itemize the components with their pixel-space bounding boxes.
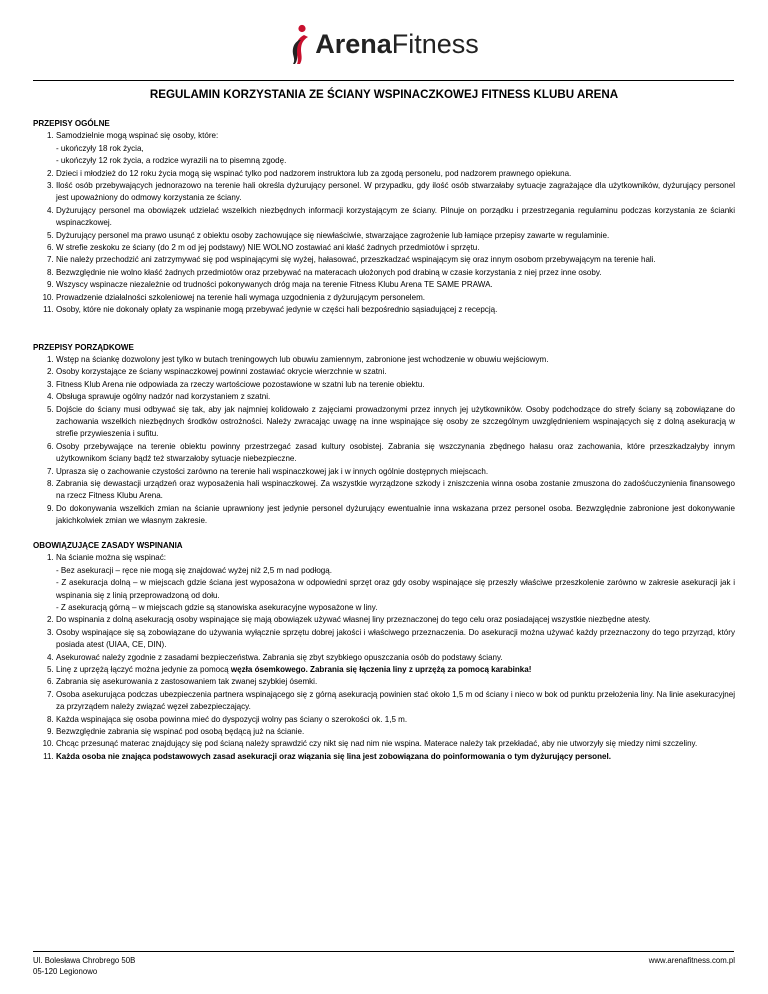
rule-text: Asekurować należy zgodnie z zasadami bezpieczeństwa. Zabrania się zbyt szybkiego opuszczania osób do podstawy ściany.: [56, 652, 503, 662]
rule-text: Dzieci i młodzież do 12 roku życia mogą się wspinać tylko pod nadzorem instruktora lub za zgodą personelu, pod nadzorem prawnego opiekuna.: [56, 168, 572, 178]
rule-text: Osoby przebywające na terenie obiektu powinny przestrzegać zasad kultury osobistej. Zabrania się wszczynania zbędnego hałasu oraz zachowania, które przeszkadzałyby innym użytkownikom ściany bądź też stwarzałoby sytuacje niebezpieczne.: [56, 441, 735, 464]
rule-item: [56, 614, 735, 626]
rule-text: Wstęp na ściankę dozwolony jest tylko w butach treningowych lub obuwiu zamiennym, zabronione jest wchodzenie w obuwiu wejściowym.: [56, 354, 549, 364]
rule-list: [33, 130, 735, 316]
rule-text: Każda wspinająca się osoba powinna mieć do dyspozycji wolny pas ściany o szerokości ok. 1,5 m.: [56, 714, 408, 724]
rule-text: Zabrania się dewastacji urządzeń oraz wyposażenia hali wspinaczkowej. Za wszystkie wyrządzone szkody i zniszczenia winna osoba zostanie zmuszona do zadośćuczynienia finansowego na rzecz Fitness Klubu Arena.: [56, 478, 735, 501]
rule-item: [56, 391, 735, 403]
rule-item: [56, 627, 735, 652]
footer-website-link[interactable]: www.arenafitness.com.pl: [648, 956, 735, 965]
rule-item: [56, 552, 735, 614]
rule-text: Uprasza się o zachowanie czystości zarówno na terenie hali wspinaczkowej jak i w innych ogólnie dostępnych miejscach.: [56, 466, 489, 476]
rule-text: Wszyscy wspinacze niezależnie od trudności pokonywanych dróg maja na terenie Fitness Klubu Arena TE SAME PRAWA.: [56, 280, 493, 290]
section-heading: PRZEPISY OGÓLNE: [33, 119, 110, 128]
brand-logo: [0, 24, 768, 64]
rule-subitem: - Bez asekuracji – ręce nie mogą się znajdować wyżej niż 2,5 m nad podłogą.: [56, 565, 332, 575]
figure-logo-icon: [289, 24, 311, 64]
rule-item: [56, 726, 735, 738]
rule-item: [56, 689, 735, 714]
section: [33, 342, 735, 528]
brand-name-bold: Arena: [315, 29, 392, 59]
rule-item: [56, 292, 735, 304]
section: [33, 118, 735, 317]
rule-text: Na ścianie można się wspinać:: [56, 553, 167, 563]
rule-item: [56, 279, 735, 291]
rule-item: [56, 676, 735, 688]
footer-divider: [33, 951, 734, 952]
section: [33, 540, 735, 763]
rule-item: [56, 130, 735, 167]
rule-text: Dyżurujący personel ma prawo usunąć z obiektu osoby zachowujące się niewłaściwie, stwarzające zagrożenie lub łamiące przepisy zawarte w regulaminie.: [56, 230, 610, 240]
rule-item: [56, 404, 735, 441]
regulations-body: [33, 118, 735, 776]
rule-subitem: - ukończyły 12 rok życia, a rodzice wyrazili na to pisemną zgodę.: [56, 156, 287, 166]
rule-item: [56, 441, 735, 466]
rule-text: Dojście do ściany musi odbywać się tak, aby jak najmniej kolidowało z zajęciami prowadzonymi przez innych jej użytkowników. Osoby podchodzące do strefy ściany są zobowiązane do zachowania wszelkich niezbędnych środków ostrożności. Należy zwracając uwagę na inne wspinające się osoby ze szczególnym uwzględnieniem wspinających się z dolną asekuracją w strefie przywieszenia i sufitu.: [56, 404, 735, 439]
rule-item: [56, 267, 735, 279]
rule-text: Osoby, które nie dokonały opłaty za wspinanie mogą przebywać jedynie w części hali bezpośrednio sąsiadującej z recepcją.: [56, 305, 498, 315]
rule-text: Osoby korzystające ze ściany wspinaczkowej powinni zostawiać okrycie wierzchnie w szatni.: [56, 367, 387, 377]
brand-name: [315, 24, 479, 64]
rule-subitem: - ukończyły 18 rok życia,: [56, 143, 144, 153]
rule-item: [56, 230, 735, 242]
rule-text: Chcąc przesunąć materac znajdujący się pod ścianą należy sprawdzić czy nikt się nad nim nie wspina. Materace należy tak przekładać, aby nie utworzyły się miedzy nimi szczeliny.: [56, 739, 698, 749]
rule-item: [56, 379, 735, 391]
rule-subitem: - Z asekuracją górną – w miejscach gdzie są stanowiska asekuracyjne wyposażone w liny.: [56, 603, 378, 613]
rule-list: [33, 552, 735, 763]
rule-item: [56, 254, 735, 266]
footer-address: [33, 955, 135, 977]
rule-item: [56, 466, 735, 478]
rule-item: [56, 652, 735, 664]
header-divider: [33, 80, 734, 81]
address-street: Ul. Bolesława Chrobrego 50B: [33, 956, 136, 965]
rule-text: Nie należy przechodzić ani zatrzymywać się pod wspinającymi się wyżej, hałasować, przeszkadzać wspinającym się oraz innym osobom przebywającym na terenie hali.: [56, 255, 656, 265]
rule-text: Zabrania się asekurowania z zastosowaniem tak zwanej szybkiej ósemki.: [56, 677, 318, 687]
rule-text: Bezwzględnie nie wolno kłaść żadnych przedmiotów oraz przebywać na materacach ułożonych pod drabiną w czasie korzystania z niej przez inne osoby.: [56, 267, 602, 277]
section-heading: OBOWIĄZUJĄCE ZASADY WSPINANIA: [33, 540, 183, 550]
rule-item: [56, 304, 735, 316]
rule-text: Ilość osób przebywających jednorazowo na terenie hali określa dyżurujący personel. W przypadku, gdy ilość osób stwarzałaby sytuacje zagrażające dla użytkowników, dyżurujący personel jest upoważniony do odmowy korzystania ze ściany.: [56, 181, 735, 203]
rule-item: [56, 242, 735, 254]
section-heading: PRZEPISY PORZĄDKOWE: [33, 342, 134, 352]
rule-subitem: - Z asekuracja dolną – w miejscach gdzie ściana jest wyposażona w odpowiedni sprzęt oraz gdy osoby wspinające się przeszły właściwe przeszkolenie zarówno w zakresie asekuracji jak i wspinania się z linią przeprowadzoną od dołu.: [56, 578, 735, 600]
rule-text: Do dokonywania wszelkich zmian na ścianie uprawniony jest jedynie personel dyżurujący ewentualnie inna wskazana przez personel osoba. Bezwzględnie zabronione jest dokonywanie jakichkolwiek zmian we własnym zakresie.: [56, 503, 735, 526]
rule-item: [56, 664, 735, 676]
rule-item: [56, 714, 735, 726]
rule-text: Dyżurujący personel ma obowiązek udzielać wszelkich niezbędnych informacji korzystającym ze ściany. Pilnuje on porządku i przestrzegania regulaminu podczas korzystania ze ścianki wspinaczkowej.: [56, 205, 735, 228]
rule-item: [56, 180, 735, 205]
rule-text: Fitness Klub Arena nie odpowiada za rzeczy wartościowe pozostawione w szatni lub na terenie obiektu.: [56, 379, 425, 389]
rule-text: Do wspinania z dolną asekuracją osoby wspinające się mają obowiązek używać własnej liny przeznaczonej do tego celu oraz posiadającej wszystkie niezbędne atesty.: [56, 615, 651, 625]
document-title: REGULAMIN KORZYSTANIA ZE ŚCIANY WSPINACZKOWEJ FITNESS KLUBU ARENA: [149, 88, 619, 101]
address-city: 05-120 Legionowo: [33, 967, 98, 976]
rule-text: W strefie zeskoku ze ściany (do 2 m od jej podstawy) NIE WOLNO zostawiać ani kłaść żadnych przedmiotów i sprzętu.: [56, 243, 480, 253]
rule-text: Linę z uprzężą łączyć można jedynie za pomocą: [56, 665, 231, 675]
rule-item: [56, 738, 735, 750]
rule-item: [56, 168, 735, 180]
rule-item: [56, 205, 735, 230]
rule-text: Prowadzenie działalności szkoleniowej na terenie hali wymaga uzgodnienia z dyżurującym personelem.: [56, 292, 426, 302]
rule-text: Obsługa sprawuje ogólny nadzór nad korzystaniem z szatni.: [56, 392, 271, 402]
rule-item: [56, 354, 735, 366]
rule-item: [56, 503, 735, 528]
rule-list: [33, 354, 735, 528]
rule-text: Osoba asekurująca podczas ubezpieczenia partnera wspinającego się z górną asekuracją powinien stać około 1,5 m od ściany i nieco w bok od punktu przełożenia liny. Na linie asekuracyjnej za przyrządem należy związać węzeł zabezpieczający.: [56, 689, 735, 712]
rule-text: Osoby wspinające się są zobowiązane do używania wyłącznie sprzętu dobrej jakości i właściwego przeznaczenia. Do asekuracji można używać każdy przeznaczony do tego przyrząd, który posiada atest (UIAA, CE, DIN).: [56, 627, 735, 650]
rule-item: [56, 366, 735, 378]
rule-item: [56, 478, 735, 503]
rule-emphasis: węzła ósemkowego. Zabrania się łączenia liny z uprzężą za pomocą karabinka!: [230, 665, 532, 675]
rule-text: Samodzielnie mogą wspinać się osoby, które:: [56, 131, 219, 141]
brand-name-light: Fitness: [391, 29, 479, 59]
rule-text: Bezwzględnie zabrania się wspinać pod osobą będącą już na ścianie.: [56, 727, 305, 737]
rule-emphasis: Każda osoba nie znająca podstawowych zasad asekuracji oraz wiązania się lina jest zobowiązana do poinformowania o tym dyżurujący personel.: [56, 751, 611, 761]
rule-item: [56, 751, 735, 763]
